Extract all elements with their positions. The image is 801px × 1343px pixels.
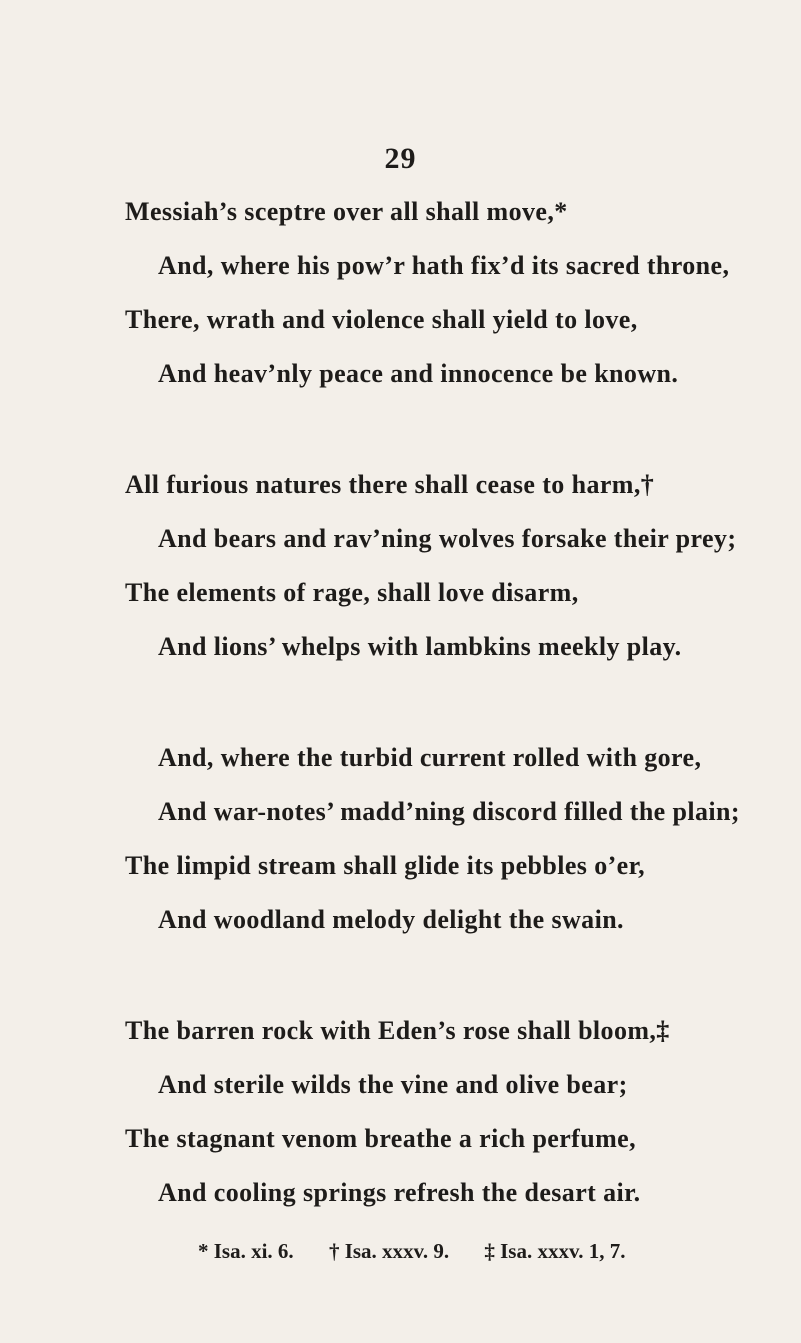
verse-line: The limpid stream shall glide its pebbles o’er, <box>125 851 646 880</box>
verse-line: And heav’nly peace and innocence be known. <box>158 359 679 388</box>
verse-line: All furious natures there shall cease to harm,† <box>125 470 655 499</box>
verse-line: And lions’ whelps with lambkins meekly play. <box>158 632 682 661</box>
verse-line: The elements of rage, shall love disarm, <box>125 578 579 607</box>
verse-line: And, where the turbid current rolled with gore, <box>158 743 702 772</box>
verse-line: And bears and rav’ning wolves forsake their prey; <box>158 524 737 553</box>
verse-line: And woodland melody delight the swain. <box>158 905 624 934</box>
footnote: † Isa. xxxv. 9. <box>328 1239 450 1263</box>
verse-line: And sterile wilds the vine and olive bear; <box>158 1070 628 1099</box>
footnote: ‡ Isa. xxxv. 1, 7. <box>484 1239 626 1263</box>
verse-line: There, wrath and violence shall yield to love, <box>125 305 638 334</box>
verse-line: Messiah’s sceptre over all shall move,* <box>125 197 568 226</box>
footnotes <box>198 1238 626 1264</box>
verse-line: The barren rock with Eden’s rose shall bloom,‡ <box>125 1016 670 1045</box>
page-number: 29 <box>384 142 417 175</box>
verse-line: And war-notes’ madd’ning discord filled the plain; <box>158 797 740 826</box>
verse-line: The stagnant venom breathe a rich perfume, <box>125 1124 637 1153</box>
verse-line: And, where his pow’r hath fix’d its sacred throne, <box>158 251 730 280</box>
verse-line: And cooling springs refresh the desart air. <box>158 1178 641 1207</box>
footnote: * Isa. xi. 6. <box>198 1239 294 1263</box>
